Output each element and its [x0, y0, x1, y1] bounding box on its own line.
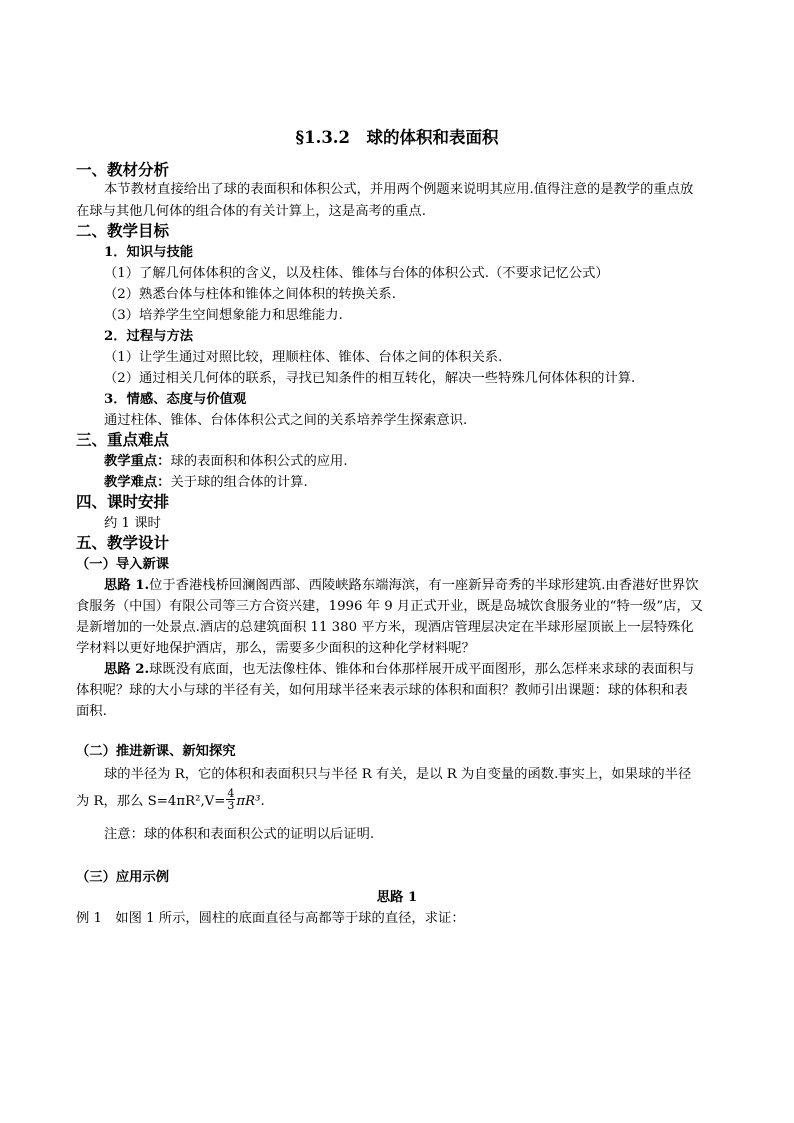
note-line: 注意：球的体积和表面积公式的证明以后证明. — [104, 827, 375, 842]
idea1-text: 位于香港栈桥回澜阁西部、西陵峡路东端海滨，有一座新异奇秀的半球形建筑.由香港好世界饮 — [149, 578, 699, 593]
fraction — [226, 788, 235, 811]
paragraph-line: 学材料以更好地保护酒店，那么，需要多少面积的这种化学材料呢？ — [76, 641, 475, 656]
section-heading-schedule: 四、课时安排 — [76, 492, 170, 511]
idea-center-heading: 思路 1 — [376, 890, 418, 905]
formula-prefix: 为 R，那么 S=4πR²,V= — [76, 794, 226, 809]
key-point-label: 教学重点： — [104, 454, 171, 469]
idea2-label: 思路 2. — [104, 662, 150, 677]
paragraph-line: 体积呢？球的大小与球的半径有关，如何用球半径来表示球的体积和面积？教师引出课题：球的体积和表 — [76, 683, 688, 698]
difficulty-label: 教学难点： — [104, 475, 171, 490]
paragraph-line: 面积. — [76, 704, 107, 719]
formula-line — [76, 787, 265, 813]
idea2-line — [104, 661, 694, 679]
key-point-line — [104, 453, 348, 471]
fraction-numerator: 4 — [227, 787, 235, 800]
idea2-text: 球既没有底面，也无法像柱体、锥体和台体那样展开成平面图形，那么怎样来求球的表面积与 — [149, 662, 695, 677]
subheading-knowledge: 1．知识与技能 — [104, 245, 194, 260]
subheading-process: 2．过程与方法 — [104, 329, 194, 344]
paragraph-line: 食服务（中国）有限公司等三方合资兴建，1996 年 9 月正式开业，既是岛城饮食服务业的“特一级”店，又 — [76, 599, 704, 614]
example-line: 例 1 如图 1 所示，圆柱的底面直径与高都等于球的直径，求证： — [76, 911, 465, 926]
difficulty-text: 关于球的组合体的计算. — [170, 475, 308, 490]
list-item: （2）熟悉台体与柱体和锥体之间体积的转换关系. — [104, 287, 396, 302]
list-item: （3）培养学生空间想象能力和思维能力. — [104, 308, 343, 323]
paragraph-line: 约 1 课时 — [104, 516, 161, 531]
section-heading-design: 五、教学设计 — [76, 533, 170, 552]
formula-suffix: πR³. — [236, 794, 265, 809]
part-heading-intro: （一）导入新课 — [76, 557, 170, 572]
paragraph-line: 是新增加的一处景点.酒店的总建筑面积 11 380 平方米，现酒店管理层决定在半球形屋顶嵌上一层特殊化 — [76, 620, 694, 635]
part-heading-new: （二）推进新课、新知探究 — [76, 744, 236, 759]
section-heading-keypoints: 三、重点难点 — [76, 430, 170, 449]
idea1-line — [104, 577, 699, 595]
key-point-text: 球的表面积和体积公式的应用. — [170, 454, 348, 469]
fraction-denominator: 3 — [227, 799, 235, 812]
subheading-attitude: 3．情感、态度与价值观 — [104, 392, 247, 407]
difficulty-line — [104, 474, 308, 492]
idea1-label: 思路 1. — [104, 578, 150, 593]
paragraph-line: 本节教材直接给出了球的表面积和体积公式，并用两个例题来说明其应用.值得注意的是教学的重点放 — [104, 182, 694, 197]
list-item: （1）让学生通过对照比较，理顺柱体、锥体、台体之间的体积关系. — [104, 350, 503, 365]
list-item: （2）通过相关几何体的联系，寻找已知条件的相互转化，解决一些特殊几何体体积的计算. — [104, 371, 636, 386]
part-heading-examples: （三）应用示例 — [76, 870, 170, 885]
paragraph-line: 通过柱体、锥体、台体体积公式之间的关系培养学生探索意识. — [104, 413, 468, 428]
section-heading-analysis: 一、教材分析 — [76, 160, 170, 179]
section-heading-objectives: 二、教学目标 — [76, 221, 170, 240]
paragraph-line: 球的半径为 R，它的体积和表面积只与半径 R 有关，是以 R 为自变量的函数.事实上，如果球的半径 — [104, 767, 692, 782]
list-item: （1）了解几何体体积的含义，以及柱体、锥体与台体的体积公式.（不要求记忆公式） — [104, 266, 609, 281]
page-title: §1.3.2 球的体积和表面积 — [295, 128, 499, 147]
paragraph-line: 在球与其他几何体的组合体的有关计算上，这是高考的重点. — [76, 204, 426, 219]
